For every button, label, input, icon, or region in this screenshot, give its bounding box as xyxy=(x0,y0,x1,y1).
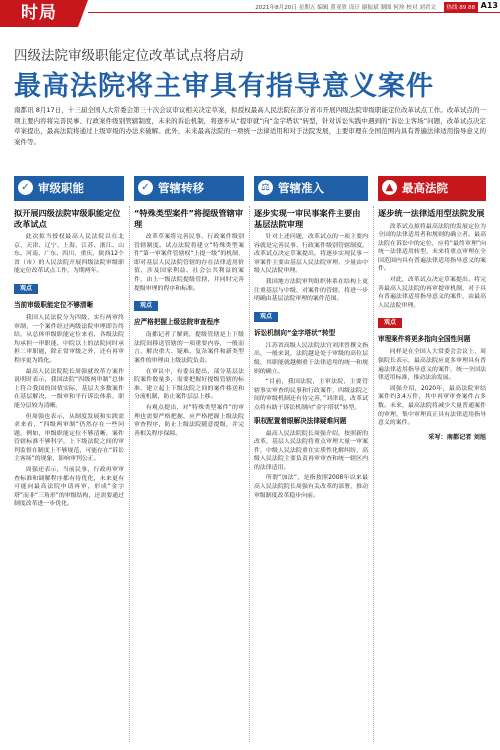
dateline: 2021年8月20日 星期五 编辑 黄亚欣 设计 谢振斌 制图 何珍 校对 刘君文 xyxy=(255,5,436,11)
page-header xyxy=(0,0,500,27)
column-title-text: 审级职能 xyxy=(38,181,84,195)
viewpoint-badge: 观点 xyxy=(254,312,278,322)
editor-badge: 热线 89 88 xyxy=(444,2,479,12)
article-column-4 xyxy=(378,206,486,442)
column-title-3 xyxy=(254,176,368,201)
column-title-text: 管辖转移 xyxy=(158,181,204,195)
paragraph: 周强还表示，当前民事、行政再审审查标准和调解程序都有待优化，未来更有可能向最高法院申请再审，形成“金字塔”而非“三角形”的审级结构，还需要通过制度改革进一步优化。 xyxy=(14,467,124,508)
column-heading: 逐步统一法律适用型法院发展 xyxy=(378,208,485,218)
section-tag: 时局 xyxy=(0,0,78,27)
viewpoint-badge: 观点 xyxy=(14,284,38,294)
column-heading: 拟开展四级法院审级职能定位改革试点 xyxy=(14,208,121,229)
paragraph: 最高人民法院院长周强介绍，按照新的改革，基层人民法院将重点审理大量一审案件，中级人民法院重在实质性化解纠纷，高级人民法院主要负责再审审查和统一辖区内的法律适用。 xyxy=(254,430,368,471)
lead-paragraph: 南都讯 8月17日，十三届全国人大常委会第三十次会议审议相关决定草案，拟授权最高人民法院在部分省市开展四级法院审级职能定位改革试点工作。改革试点的一项主要内容将完善民事、行政案件级别管辖制度，未来的诉讼机制，将逐步从“提审就”向“金字塔状”转型，针对诉讼实践中遇到的“诉讼主客场”问题，改革试点决定草案提出，最高法院将通过上级审级的办法来破解。此外，未来最高法院的一项统一法律适用和对于法院发展，主要审理在全国范围内具有普遍法律适用指导意义的案件等。 xyxy=(14,106,486,146)
paragraph: 南都记者了解到，提级管辖是上下级法院间移送管辖的一项重要内容，一般而言，解决重大、疑难、复杂案件和新类型案件的审理由上级法院负责。 xyxy=(134,332,244,364)
viewpoint-badge: 观点 xyxy=(134,301,158,311)
column-heading: “特殊类型案件”将提级管辖审理 xyxy=(134,208,244,229)
article-column-3 xyxy=(254,206,368,502)
article-column-2 xyxy=(134,206,244,440)
column-title-4 xyxy=(378,176,486,201)
paragraph: 在审议中，有委员提出，部分基层法院案件数量多，需要把握好提级管辖的标准，建立起上下级法院之间的案件移送和分流机制，防止案件层层上移。 xyxy=(134,368,244,401)
paragraph: 周强介绍，2020年，最高法院审结案件约3.4万件，其中再审审查案件占多数。未来，最高法院将减少大量普通案件的审理，集中审理真正具有法律适用指导意义的案件。 xyxy=(378,385,486,427)
paragraph: 最高人民法院院长周强就改革方案作说明时表示，我国法院“四级两审制”总体上符合我国的国情实际，基层大多数案件在基层解决，一级审和平行诉讼体系，职能分层较为清晰。 xyxy=(14,368,124,409)
column-subheading: 当前审级职能定位不够清晰 xyxy=(14,300,94,309)
article-column-1 xyxy=(14,206,124,511)
paragraph: 改革草案将完善民事、行政案件级别管辖制度。试点法院将建立“特殊类型案件”第一审案件管辖权“上提一级”的机制，即对基层人民法院管辖的存在法律适用价值、涉及国家利益、社会公共利益的案件，由上一级法院提级管辖，并同时完善提级审理的程序和标准。 xyxy=(134,234,244,292)
paragraph: “目前，我国法院，主审法院，主要管辖事实审查的民事和行政案件，四级法院之间的审级机制还有待完善，”刘津说，改革试点将有助于诉讼机制向“金字塔状”转型。 xyxy=(254,379,368,411)
column-title-text: 最高法院 xyxy=(402,181,448,195)
paragraph: 但周强也表示，从制度发展和实践需求来看，“四级两审制”仍然存在一些问题。例如，审级职能定位不够清晰，案件管辖标准不够科学，上下级法院之间的审判监督在制度上不够规范，可能存在“诉讼主客场”的现象，影响审判公正。 xyxy=(14,413,124,463)
paragraph: 我国地方法院审判组织体系在结构上更注重基层与中级，对案件的管辖，将进一步明确由基层法院审理的案件范围。 xyxy=(254,278,368,303)
column-title-2 xyxy=(134,176,244,201)
column-divider xyxy=(129,206,130,742)
paragraph: 我国人民法院分为四级，实行两审终审制，一个案件经过两级法院审理即告终结，从总体审级职能定位来看，各级法院均承担一审职能，中院以上的法院同时承担二审职能，除正常审级之外，还有再审程序更为简化。 xyxy=(14,314,124,364)
column-title-text: 管辖准入 xyxy=(278,181,324,195)
column-subheading: 审理案件将更多指向全国性问题 xyxy=(378,335,471,344)
paragraph: 同样是在全国人大常委会会议上，周强院长表示，最高法院应更多审理具有普遍法律适用指导意义的案件，统一全国法律适用标准，推动法治发展。 xyxy=(378,349,486,382)
check-icon: ✓ xyxy=(18,180,33,195)
subheadline: 四级法院审级职能定位改革试点将启动 xyxy=(14,48,244,64)
paragraph: 针对上述问题，改革试点的一项主要内容就是完善民事、行政案件级别管辖制度。改革试点决定草案提出，将逐步实现民事一审案件主要由基层人民法院审理、少量由中级人民法院审理。 xyxy=(254,234,368,275)
header-rule xyxy=(88,12,500,13)
column-subheading: 职权配置着眼解决法律疑难问题 xyxy=(254,416,347,425)
paragraph: 改革试点拟将最高法院的发展定位为全国的法律适用者和规则的确立者。最高法院在诉讼中的定位，应将“最终审理”向统一法律适用转型，未来将重点审理在全国范围内具有普遍法律适用指导意义的案件。 xyxy=(378,223,486,273)
paragraph: 此次拟当授权最高人民法院以在北京、天津、辽宁、上海、江苏、浙江、山东、河南、广东、四川、重庆、陕西12个省（市）的人民法院开展四级法院审级职能定位改革试点工作，为期两年。 xyxy=(14,234,124,275)
viewpoint-badge: 观点 xyxy=(378,318,402,328)
column-subheading: 应严格把握上级法院审查程序 xyxy=(134,318,220,327)
column-subheading: 诉讼机制向“金字塔状”转型 xyxy=(254,328,336,337)
byline: 采写：南都记者 刘旭 xyxy=(428,433,486,441)
column-divider xyxy=(249,206,250,742)
paragraph: 所谓“加法”，是指按照2008年以来最高人民法院院长周强有关改革的部署，推动审级制度改革稳步向前。 xyxy=(254,475,368,499)
paragraph: 有观点提出，对“特殊类型案件”的审理也需要严格把握，应严格把握上级法院审查程序，防止上级法院随意提级，并完善相关程序保障。 xyxy=(134,404,244,437)
scales-icon: ⚖ xyxy=(258,180,273,195)
column-divider xyxy=(373,206,374,742)
check-icon: ✓ xyxy=(138,180,153,195)
court-icon: ▲ xyxy=(382,180,397,195)
column-title-1 xyxy=(14,176,124,201)
column-heading: 逐步实现一审民事案件主要由基层法院审理 xyxy=(254,208,361,229)
paragraph: 江苏省高级人民法院法官刘津曾撰文指出，一般来说，法院越是处于审级的高位层级，其职能就越侧重于法律适用的统一和规则的确立。 xyxy=(254,342,368,375)
paragraph: 对此，改革试点决定草案提出，将完善最高人民法院的再审提审机制，对于具有普遍法律适用指导意义的案件，由最高人民法院审理。 xyxy=(378,277,486,309)
page-number: A13 xyxy=(480,1,498,10)
headline: 最高法院将主审具有指导意义案件 xyxy=(14,71,434,102)
